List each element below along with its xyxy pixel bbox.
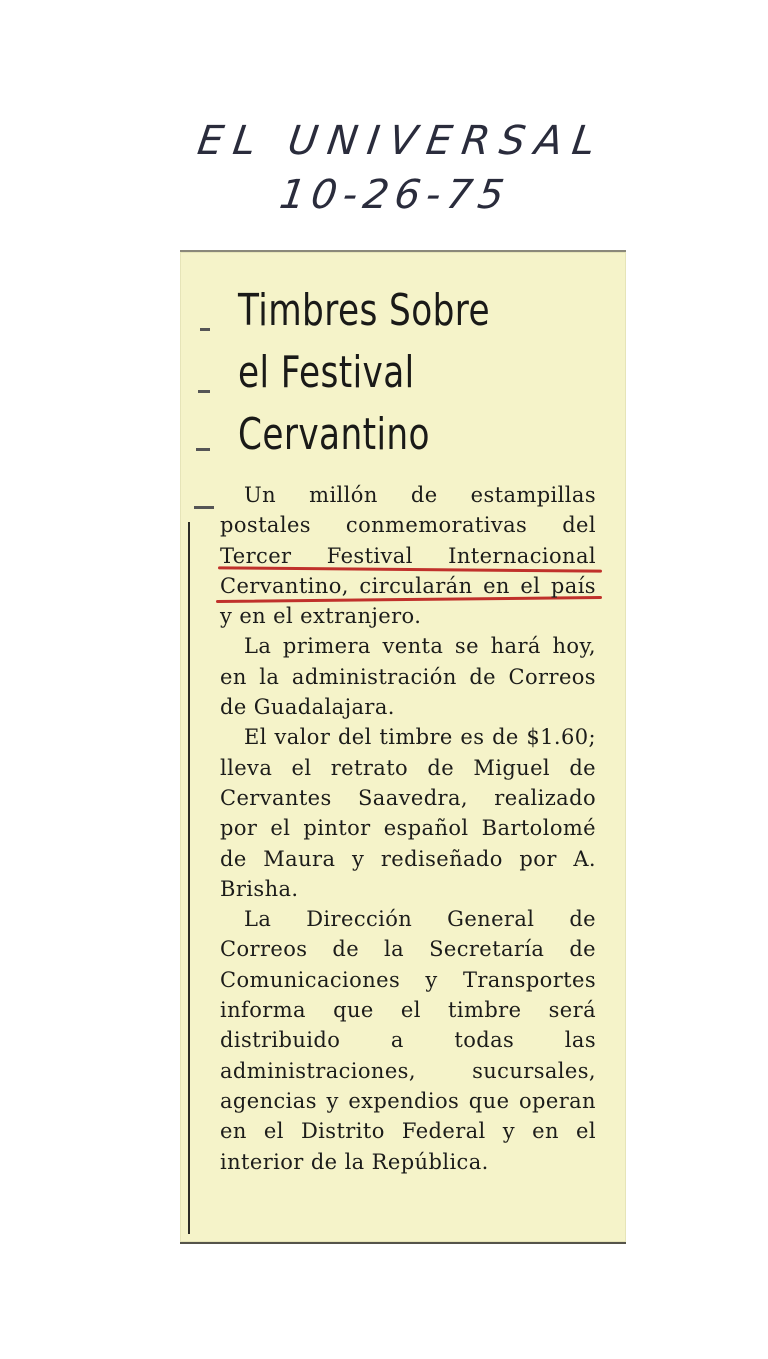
paragraph-3: El valor del timbre es de $1.60; lleva el retrato de Miguel de Cervantes Saavedra, realizado por el pintor español Bartolomé de Maura y rediseñado por A. Brisha. (220, 725, 596, 901)
margin-marks (194, 298, 224, 478)
column-rule (188, 522, 190, 1234)
article-body (220, 480, 596, 1177)
headline-line-2: el Festival (238, 347, 415, 398)
handwritten-date-note: 10-26-75 (276, 172, 513, 218)
headline-line-1: Timbres Sobre (238, 285, 491, 336)
headline-line-3: Cervantino (238, 409, 430, 460)
handwritten-source-note: EL UNIVERSAL (194, 118, 608, 164)
newspaper-clipping (180, 250, 626, 1244)
paragraph-1: Un millón de estampillas postales conmemorativas del Tercer Festival Internacional Cervantino, circularán en el país y en el extranjero. (220, 483, 596, 629)
paragraph-4: La Dirección General de Correos de la Secretaría de Comunicaciones y Transportes informa que el timbre será distribuido a todas las administraciones, sucursales, agencias y expendios que operan en el Distrito Federal y en el interior de la República. (220, 907, 596, 1174)
paragraph-2: La primera venta se hará hoy, en la administración de Correos de Guadalajara. (220, 634, 596, 720)
headline (238, 280, 534, 466)
